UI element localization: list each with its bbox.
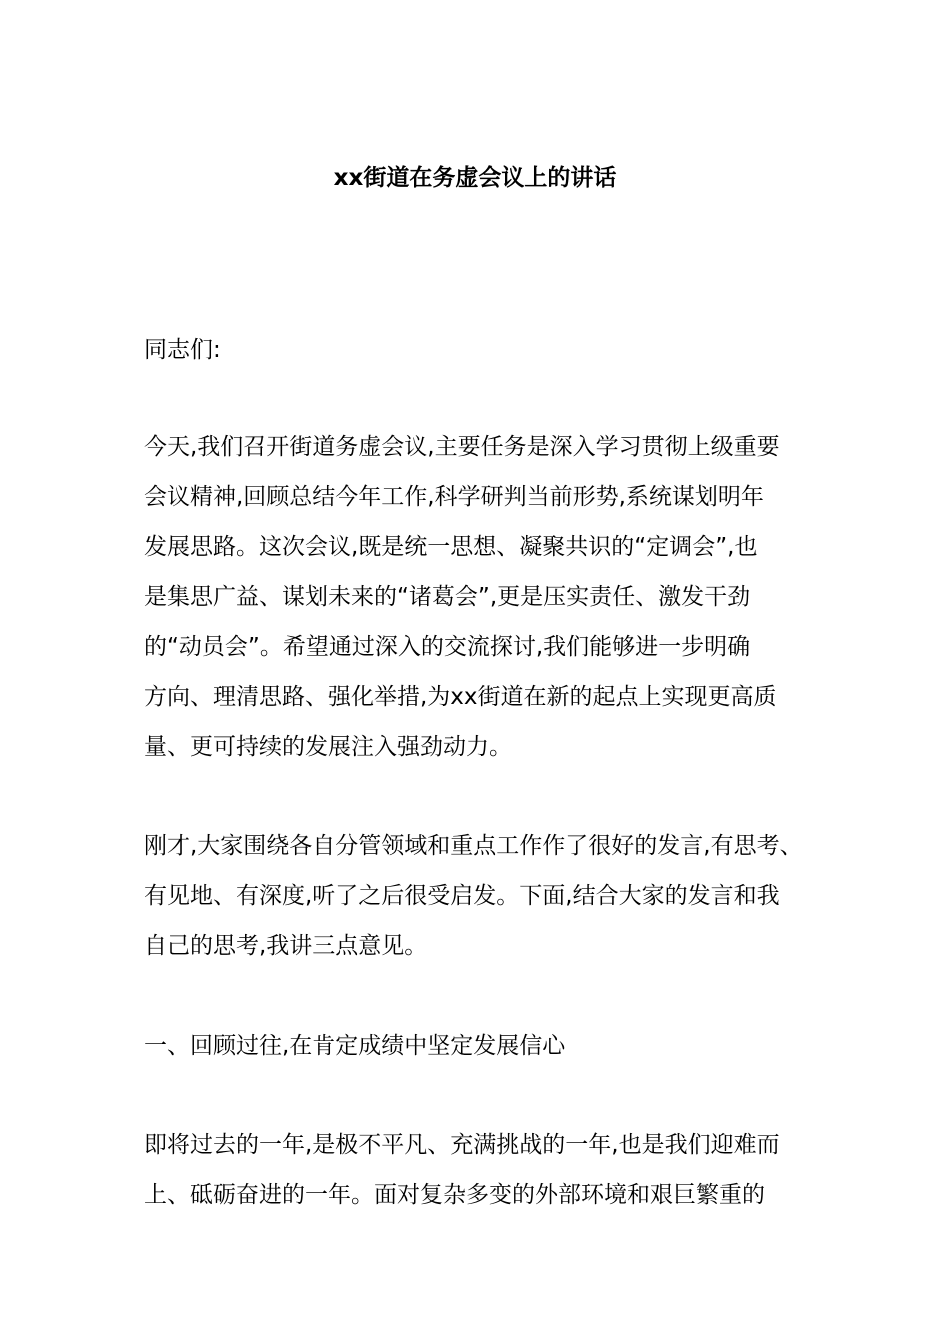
paragraph-line: 的“动员会”。希望通过深入的交流探讨,我们能够进一步明确 bbox=[144, 634, 751, 660]
paragraph-line: 会议精神,回顾总结今年工作,科学研判当前形势,系统谋划明年 bbox=[144, 484, 764, 510]
paragraph-line: 刚才,大家围绕各自分管领域和重点工作作了很好的发言,有思考、 bbox=[144, 833, 803, 859]
paragraph-line: 方向、理清思路、强化举措,为xx街道在新的起点上实现更高质 bbox=[144, 684, 777, 710]
paragraph-line: 量、更可持续的发展注入强劲动力。 bbox=[144, 734, 512, 760]
paragraph-line: 今天,我们召开街道务虚会议,主要任务是深入学习贯彻上级重要 bbox=[144, 434, 780, 460]
document-title: xx街道在务虚会议上的讲话 bbox=[333, 165, 617, 191]
salutation-text: 同志们: bbox=[144, 337, 221, 363]
paragraph-line: 是集思广益、谋划未来的“诸葛会”,更是压实责任、激发干劲 bbox=[144, 584, 751, 610]
paragraph-remarks bbox=[144, 821, 824, 971]
paragraph-line: 有见地、有深度,听了之后很受启发。下面,结合大家的发言和我 bbox=[144, 883, 780, 909]
paragraph-review bbox=[144, 1120, 824, 1220]
paragraph-line: 自己的思考,我讲三点意见。 bbox=[144, 933, 428, 959]
paragraph-line: 发展思路。这次会议,既是统一思想、凝聚共识的“定调会”,也 bbox=[144, 534, 758, 560]
paragraph-line: 上、砥砺奋进的一年。面对复杂多变的外部环境和艰巨繁重的 bbox=[144, 1182, 765, 1208]
paragraph-opening bbox=[144, 422, 824, 772]
salutation bbox=[144, 325, 824, 375]
section-heading-text: 一、回顾过往,在肯定成绩中坚定发展信心 bbox=[144, 1033, 566, 1059]
section-heading-1 bbox=[144, 1021, 824, 1071]
paragraph-line: 即将过去的一年,是极不平凡、充满挑战的一年,也是我们迎难而 bbox=[144, 1132, 780, 1158]
